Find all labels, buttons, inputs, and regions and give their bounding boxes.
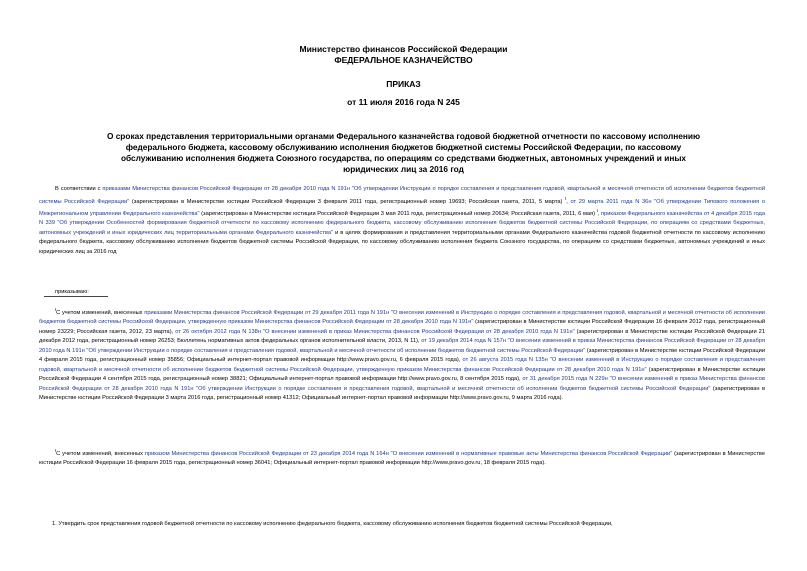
document-title: О сроках представления территориальными органами Федерального казначейства годовой бюджетной отчетности по кассовому исполнению федерального бюджета, кассовому обслуживанию исполнения бюджетов бюджетной системы Российской Федерации, по кассовому обслуживанию исполнения бюджета Союзного государства, по операциям со средствами бюджетных, автономных учреждений и иных юридических лиц за 2016 год — [106, 131, 701, 174]
footnote-2: ιС учетом изменений, внесенных приказом Министерства финансов Российской Федерации от 23 декабря 2014 года N 164н "О внесении изменений в нормативные правовые акты Министерства финансов Российской Федерации" (зарегистрирован в Министерстве юстиции Российской Федерации 16 февраля 2015 года, регистрационный номер 36041; Официальный интернет-портал правовой информации http://www.pravo.gov.ru, 18 февраля 2015 года). — [39, 448, 766, 467]
link-order-191n[interactable]: приказами Министерства финансов Российской Федерации от 28 декабря 2010 года N 191н "Об утверждении Инструкции о порядке составления и представления годовой, квартальной и месячной отчетности об исполнении бюджетов бюджетной системы Российской Федерации" — [39, 186, 766, 205]
item-1: 1. Утвердить срок представления годовой бюджетной отчетности по кассовому исполнению федерального бюджета, кассовому обслуживанию исполнения бюджетов бюджетной системы Российской Федерации, — [52, 521, 613, 527]
footnote-marker: ι — [55, 448, 57, 454]
link-order-164n[interactable]: приказом Министерства финансов Российской Федерации от 23 декабря 2014 года N 164н "О внесении изменений в нормативные правовые акты Министерства финансов Российской Федерации" — [144, 450, 673, 457]
link-order-157n[interactable]: от 19 декабря 2014 года N 157н "О внесении изменений в приказ Министерства финансов Российской Федерации от 28 декабря 2010 года N 191н "Об утверждении Инструкции о порядке составления и представления годовой, квартальной и месячной отчетности об исполнении бюджетов бюджетной системы Российской Федерации" — [39, 338, 765, 354]
agency-name: ФЕДЕРАЛЬНОЕ КАЗНАЧЕЙСТВО — [334, 55, 473, 65]
footnote-marker: ι — [55, 307, 57, 313]
doc-date-number: от 11 июля 2016 года N 245 — [347, 97, 460, 107]
link-order-191n-2011[interactable]: приказами Министерства финансов Российской Федерации от 29 декабря 2011 года N 191н "О внесении изменений в Инструкцию о порядке составления и представления годовой, квартальной и месячной отчетности об исполнении бюджетов бюджетной системы Российской Федерации, утвержденную приказом Министерства финансов Российской Федерации от 28 декабря 2010 года N 191н" — [39, 309, 765, 326]
link-order-229n[interactable]: от 31 декабря 2015 года N 229н "О внесении изменений в приказ Министерства финансов Российской Федерации от 28 декабря 2010 года N 191н "Об утверждении Инструкции о порядке составления и представления годовой, квартальной и месячной отчетности об исполнении бюджетов бюджетной системы Российской Федерации" — [39, 376, 765, 392]
preamble-paragraph: В соответствии с приказами Министерства финансов Российской Федерации от 28 декабря 2010 года N 191н "Об утверждении Инструкции о порядке составления и представления годовой, квартальной и месячной отчетности об исполнении бюджетов бюджетной системы Российской Федерации" (зарегистрирован в Министерстве юстиции Российской Федерации 3 февраля 2011 года, регистрационный номер 19693; Российская газета, 2011, 5 марта) ι, от 29 марта 2011 года N 36н "Об утверждении Типового положения о Межрегиональном управлении Федерального казначейства" (зарегистрирован в Министерстве юстиции Российской Федерации 3 мая 2011 года, регистрационный номер 20634; Российская газета, 2011, 6 мая) ι, приказом Федерального казначейства от 4 декабря 2015 года N 339 "Об утверждении Особенностей формирования бюджетной отчетности по кассовому исполнению федерального бюджета, кассовому обслуживанию исполнения бюджетов бюджетной системы Российской Федерации, по операциям со средствами бюджетных, автономных учреждений и иных юридических лиц территориальными органами Федерального казначейства" и в целях формирования и представления территориальными органами Федерального казначейства годовой бюджетной отчетности по кассовому исполнению федерального бюджета, кассовому обслуживанию исполнения бюджетов бюджетной системы Российской Федерации, по кассовому обслуживанию исполнения бюджета Союзного государства, по операциям со средствами бюджетных, автономных учреждений и иных юридических лиц за 2016 год — [39, 186, 766, 255]
footnote-marker[interactable]: ι — [596, 207, 598, 214]
link-order-339[interactable]: приказом Федерального казначейства от 4 декабря 2015 года N 339 "Об утверждении Особенностей формирования бюджетной отчетности по кассовому исполнению федерального бюджета, кассовому обслуживанию исполнения бюджетов бюджетной системы Российской Федерации, по операциям со средствами бюджетных, автономных учреждений и иных юридических лиц территориальными органами Федерального казначейства" — [39, 210, 765, 236]
footnote-marker[interactable]: ι — [565, 195, 567, 202]
doc-type: ПРИКАЗ — [386, 79, 421, 89]
ministry-name: Министерство финансов Российской Федерации — [299, 44, 508, 54]
footnote-divider — [44, 296, 108, 297]
footnote-1: ιС учетом изменений, внесенных приказами Министерства финансов Российской Федерации от 29 декабря 2011 года N 191н "О внесении изменений в Инструкцию о порядке составления и представления годовой, квартальной и месячной отчетности об исполнении бюджетов бюджетной системы Российской Федерации, утвержденную приказом Министерства финансов Российской Федерации от 28 декабря 2010 года N 191н" (зарегистрирован в Министерстве юстиции Российской Федерации 16 февраля 2012 года, регистрационный номер 23229; Российская газета, 2012, 23 марта), от 26 октября 2012 года N 138н "О внесении изменений в приказ Министерства финансов Российской Федерации от 28 декабря 2010 года N 191н" (зарегистрирован в Министерстве юстиции Российской Федерации 21 декабря 2012 года, регистрационный номер 26253; Бюллетень нормативных актов федеральных органов исполнительной власти, 2013, N 11), от 19 декабря 2014 года N 157н "О внесении изменений в приказ Министерства финансов Российской Федерации от 28 декабря 2010 года N 191н "Об утверждении Инструкции о порядке составления и представления годовой, квартальной и месячной отчетности об исполнении бюджетов бюджетной системы Российской Федерации" (зарегистрирован в Министерстве юстиции Российской Федерации 4 февраля 2015 года, регистрационный номер 35856; Официальный интернет-портал правовой информации http://www.pravo.gov.ru, 6 февраля 2015 года), от 26 августа 2015 года N 135н "О внесении изменений в Инструкцию о порядке составления и представления годовой, квартальной и месячной отчетности об исполнении бюджетов бюджетной системы Российской Федерации, утвержденную приказом Министерства финансов Российской Федерации от 28 декабря 2010 года N 191н" (зарегистрирован в Министерстве юстиции Российской Федерации 4 сентября 2015 года, регистрационный номер 38821; Официальный интернет-портал правовой информации http://www.pravo.gov.ru, 8 сентября 2015 года), от 31 декабря 2015 года N 229н "О внесении изменений в приказ Министерства финансов Российской Федерации от 28 декабря 2010 года N 191н "Об утверждении Инструкции о порядке составления и представления годовой, квартальной и месячной отчетности об исполнении бюджетов бюджетной системы Российской Федерации" (зарегистрирован в Министерстве юстиции Российской Федерации 3 марта 2016 года, регистрационный номер 41312; Официальный интернет-портал правовой информации http://www.pravo.gov.ru, 9 марта 2016 года). — [39, 307, 766, 402]
link-order-138n[interactable]: от 26 октября 2012 года N 138н "О внесении изменений в приказ Министерства финансов Российской Федерации от 28 декабря 2010 года N 191н" — [175, 328, 575, 335]
prikazyvayu-text: приказываю: — [55, 289, 89, 295]
link-order-135n[interactable]: от 26 августа 2015 года N 135н "О внесении изменений в Инструкцию о порядке составления и представления годовой, квартальной и месячной отчетности об исполнении бюджетов бюджетной системы Российской Федерации, утвержденную приказом Министерства финансов Российской Федерации от 28 декабря 2010 года N 191н" — [39, 357, 766, 373]
link-order-36n[interactable]: от 29 марта 2011 года N 36н "Об утверждении Типового положения о Межрегиональном управлении Федерального казначейства" — [39, 198, 765, 217]
